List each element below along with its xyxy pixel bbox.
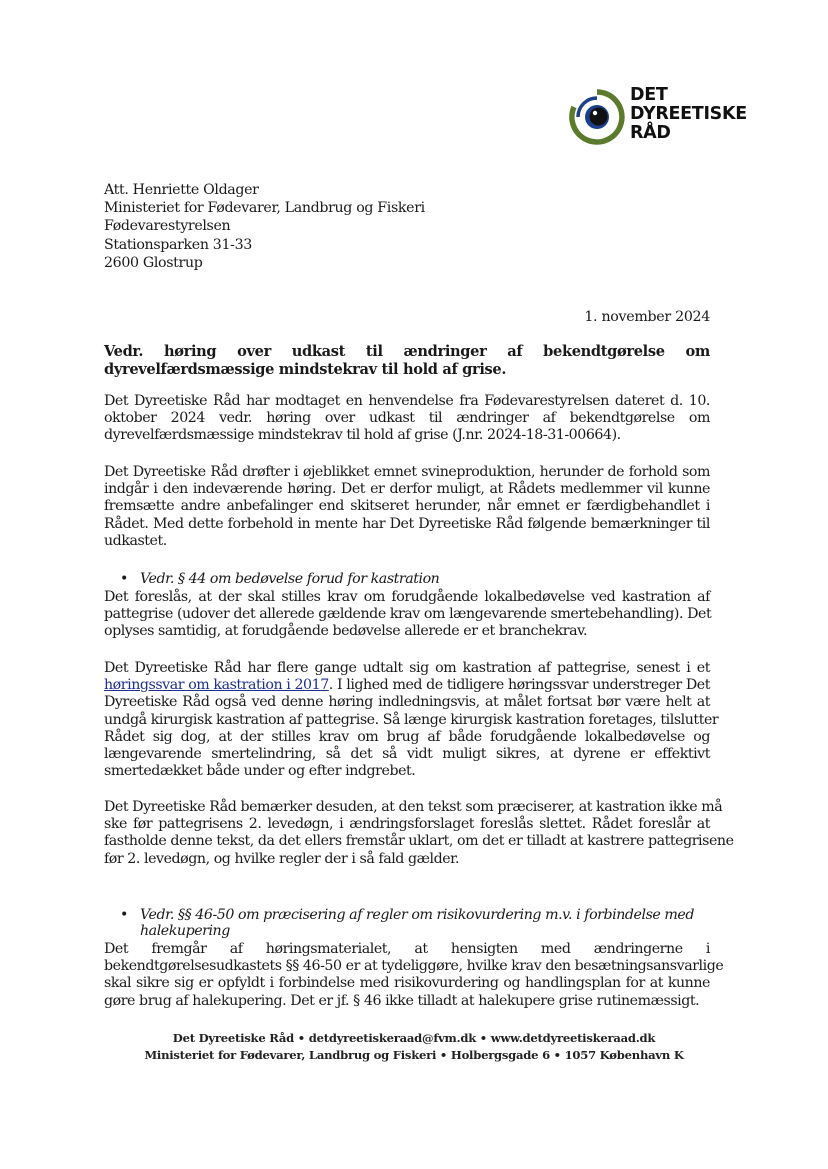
subject-word: bekendtgørelse: [543, 343, 665, 360]
text-line: ske før pattegrisens 2. levedøgn, i ændringsforslaget foreslås slettet. Rådet foreslår at: [104, 816, 710, 833]
text-line: dyrevelfærdsmæssige mindstekrav til hold af grise (J.nr. 2024-18-31-00664).: [104, 427, 621, 444]
address-line: Stationsparken 31-33: [104, 236, 252, 253]
text-line: [104, 677, 710, 694]
text-line: oktober 2024 vedr. høring over udkast til ændringer af bekendtgørelse om: [104, 410, 710, 427]
text-line: Det Dyreetiske Råd har flere gange udtalt sig om kastration af pattegrise, senest i et: [104, 660, 710, 676]
text-line: Det Dyreetiske Råd bemærker desuden, at den tekst som præciserer, at kastration ikke må: [104, 799, 723, 815]
text-fragment: . I lighed med de tidligere høringssvar understreger Det: [328, 677, 710, 694]
text-line: fremsætte andre anbefalinger end skitseret herunder, når emnet er færdigbehandlet i: [104, 498, 710, 515]
subject-heading: [104, 343, 710, 379]
subject-word: til: [365, 343, 383, 360]
eye-ring-icon: [566, 86, 628, 148]
letter-footer: [0, 1030, 828, 1063]
text-line: Det Dyreetiske Råd drøfter i øjeblikket emnet svineproduktion, herunder de forhold som: [104, 464, 710, 480]
address-line: Fødevarestyrelsen: [104, 218, 231, 235]
text-line: længevarende smertelindring, så det så vidt muligt sikres, at dyrene er effektivt: [104, 746, 710, 763]
text-line: gøre brug af halekupering. Det er jf. § 46 ikke tilladt at halekupere grise rutinemæssigt.: [104, 992, 700, 1009]
text-line: Det fremgår af høringsmaterialet, at hensigten med ændringerne i: [104, 941, 710, 957]
paragraph-tail-docking: [104, 941, 724, 1010]
bullet-icon: •: [120, 907, 128, 923]
paragraph-proposal: [104, 589, 710, 641]
subject-word: af: [507, 343, 523, 360]
bullet-text: Vedr. §§ 46-50 om præcisering af regler om risikovurdering m.v. i forbindelse med: [140, 907, 695, 923]
recipient-address: [104, 181, 425, 272]
text-line: skal sikre sig er opfyldt i forbindelse med risikovurdering og handlingsplan for at kunne: [104, 975, 710, 992]
text-line: smertedækket både under og efter indgrebet.: [104, 763, 416, 780]
paragraph-intro: [104, 393, 710, 445]
subject-line-2: dyrevelfærdsmæssige mindstekrav til hold af grise.: [104, 361, 507, 378]
text-line: før 2. levedøgn, og hvilke regler der i så fald gælder.: [104, 850, 460, 867]
subject-word: Vedr.: [104, 343, 144, 360]
text-line: Rådet. Med dette forbehold in mente har Det Dyreetiske Råd følgende bemærkninger til: [104, 515, 710, 532]
text-line: bekendtgørelsesudkastets §§ 46-50 er at tydeliggøre, hvilke krav den besætningsansvarlige: [104, 958, 724, 975]
bullet-text: Vedr. § 44 om bedøvelse forud for kastration: [140, 571, 440, 587]
text-line: Rådet sig dog, at der stilles krav om brug af både forudgående lokalbedøvelse og: [104, 728, 710, 745]
subject-word: om: [685, 343, 710, 360]
text-line: Det foreslås, at der skal stilles krav om forudgående lokalbedøvelse ved kastration af: [104, 589, 710, 605]
text-line: pattegrise (udover det allerede gældende krav om længevarende smertebehandling). Det: [104, 606, 712, 623]
logo-line-2: DYREETISKE: [630, 104, 747, 124]
subject-word: udkast: [291, 343, 346, 360]
text-line: oplyses samtidig, at forudgående bedøvelse allerede er et branchekrav.: [104, 623, 588, 640]
logo-line-1: DET: [630, 85, 668, 105]
paragraph-castration-view: [104, 660, 719, 780]
logo-line-3: RÅD: [630, 123, 671, 143]
subject-line-1: [104, 343, 710, 361]
organization-logo: [566, 85, 747, 148]
bullet-icon: •: [120, 571, 128, 587]
address-line: 2600 Glostrup: [104, 254, 203, 271]
logo-wordmark: [630, 86, 747, 143]
subject-word: ændringer: [403, 343, 487, 360]
address-line: Ministeriet for Fødevarer, Landbrug og Fiskeri: [104, 200, 425, 217]
footer-line-contact: Det Dyreetiske Råd • detdyreetiskeraad@fvm.dk • www.detdyreetiskeraad.dk: [172, 1031, 656, 1045]
footer-line-address: Ministeriet for Fødevarer, Landbrug og Fiskeri • Holbergsgade 6 • 1057 København K: [144, 1047, 684, 1062]
subject-word: over: [237, 343, 271, 360]
text-line: indgår i den indeværende høring. Det er derfor muligt, at Rådets medlemmer vil kunne: [104, 481, 710, 498]
letter-date: 1. november 2024: [584, 309, 710, 325]
bullet-text: halekupering: [140, 923, 230, 939]
subject-word: høring: [164, 343, 217, 360]
paragraph-second-day: [104, 799, 734, 868]
text-line: Det Dyreetiske Råd har modtaget en henvendelse fra Fødevarestyrelsen dateret d. 10.: [104, 393, 710, 409]
consultation-response-link[interactable]: høringssvar om kastration i 2017: [104, 677, 329, 694]
address-line: Att. Henriette Oldager: [104, 182, 259, 198]
text-line: fastholde denne tekst, da det ellers fremstår uklart, om det er tilladt at kastrere pattegrisene: [104, 833, 734, 850]
text-line: undgå kirurgisk kastration af pattegrise. Så længe kirurgisk kastration foretages, tilslutter: [104, 711, 719, 728]
text-line: Dyreetiske Råd også ved denne høring indledningsvis, at målet fortsat bør være helt at: [104, 694, 710, 711]
text-line: udkastet.: [104, 532, 167, 549]
paragraph-reservation: [104, 464, 710, 550]
